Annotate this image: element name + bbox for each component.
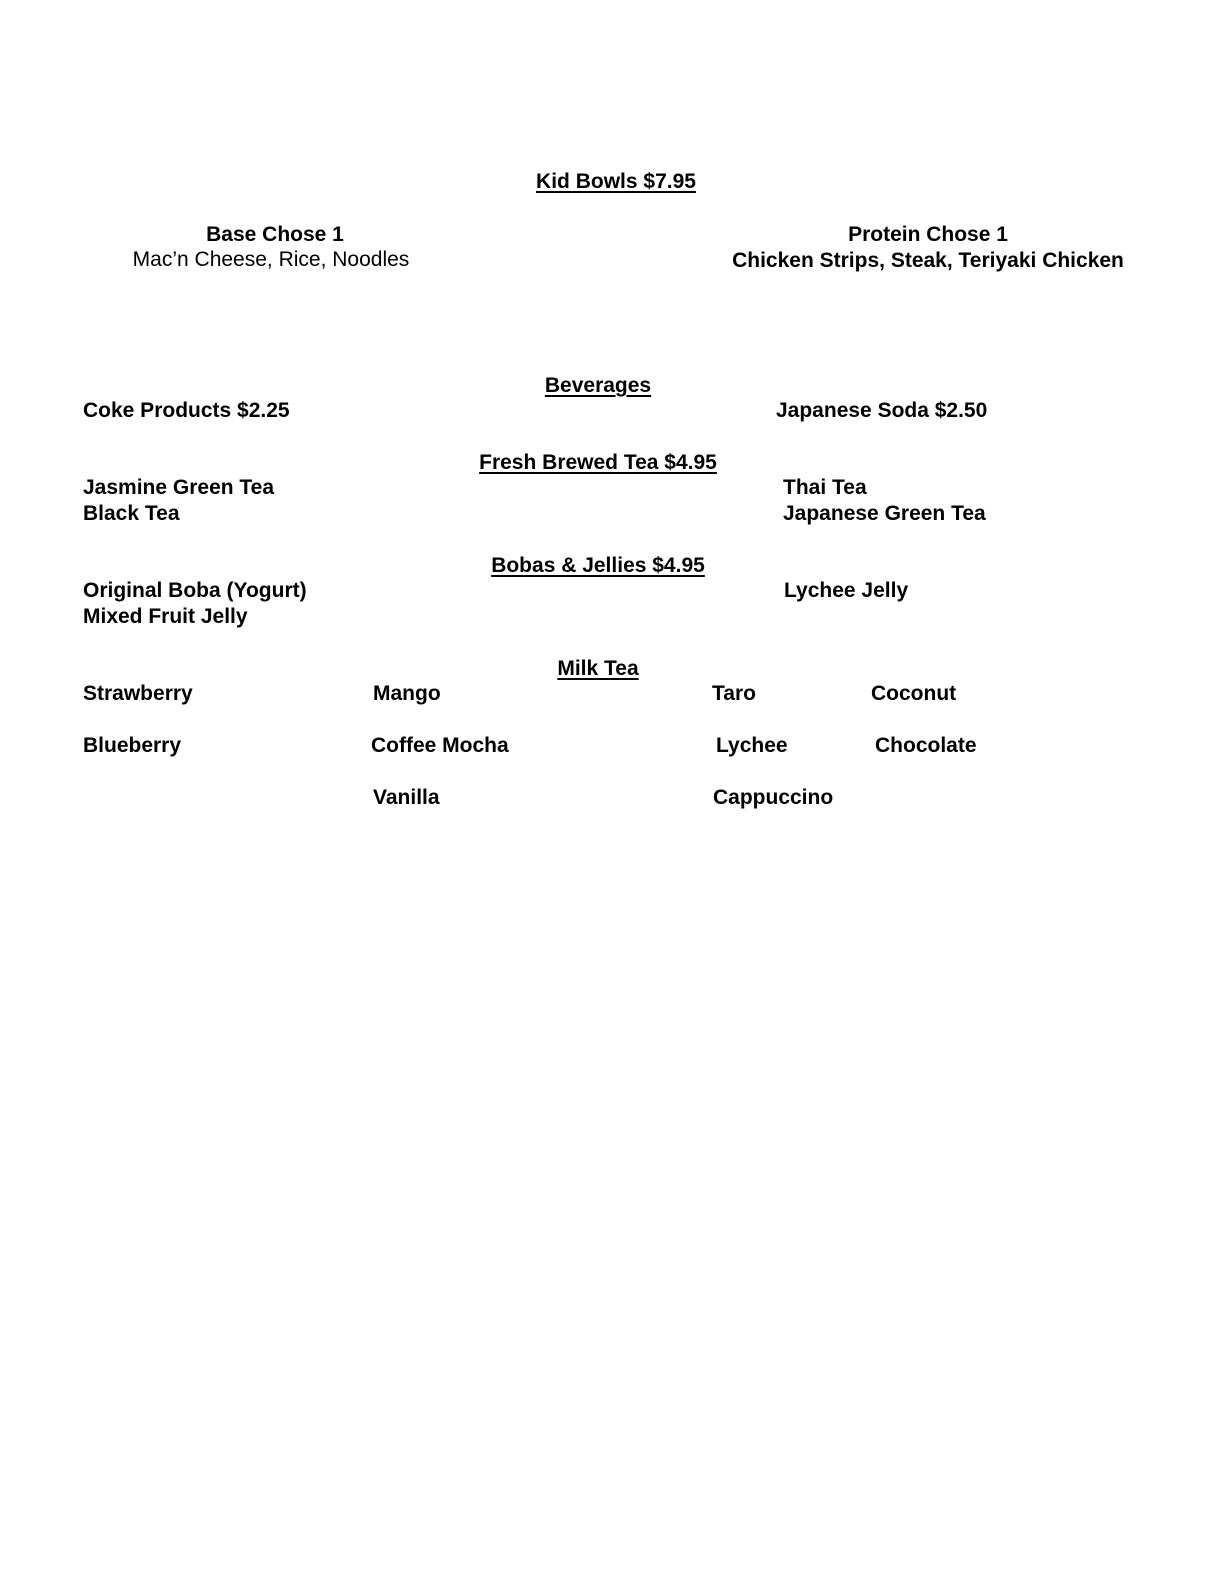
tea-item: Jasmine Green Tea [83,476,275,499]
milk-tea-flavor: Mango [373,682,441,705]
boba-item: Original Boba (Yogurt) [83,579,307,602]
beverage-japanese-soda: Japanese Soda $2.50 [776,399,988,422]
milk-tea-flavor: Cappuccino [713,786,834,809]
milk-tea-flavor: Taro [712,682,756,705]
tea-item: Black Tea [83,502,180,525]
protein-choice-title: Protein Chose 1 [848,223,1008,246]
milk-tea-flavor: Vanilla [373,786,440,809]
boba-item: Mixed Fruit Jelly [83,605,248,628]
kid-bowls-heading: Kid Bowls $7.95 [536,170,696,193]
beverage-coke-products: Coke Products $2.25 [83,399,290,422]
milk-tea-flavor: Coffee Mocha [371,734,509,757]
milk-tea-flavor: Coconut [871,682,957,705]
milk-tea-heading: Milk Tea [557,657,639,680]
milk-tea-flavor: Strawberry [83,682,193,705]
base-choice-options: Mac’n Cheese, Rice, Noodles [132,248,410,271]
base-choice-title: Base Chose 1 [206,223,344,246]
boba-item: Lychee Jelly [784,579,909,602]
beverages-heading: Beverages [544,374,652,397]
milk-tea-flavor: Chocolate [875,734,977,757]
protein-choice-options: Chicken Strips, Steak, Teriyaki Chicken [732,249,1124,272]
milk-tea-flavor: Blueberry [83,734,182,757]
milk-tea-flavor: Lychee [716,734,788,757]
tea-item: Japanese Green Tea [783,502,986,525]
tea-item: Thai Tea [783,476,867,499]
fresh-brewed-tea-heading: Fresh Brewed Tea $4.95 [479,451,717,474]
bobas-jellies-heading: Bobas & Jellies $4.95 [491,554,705,577]
